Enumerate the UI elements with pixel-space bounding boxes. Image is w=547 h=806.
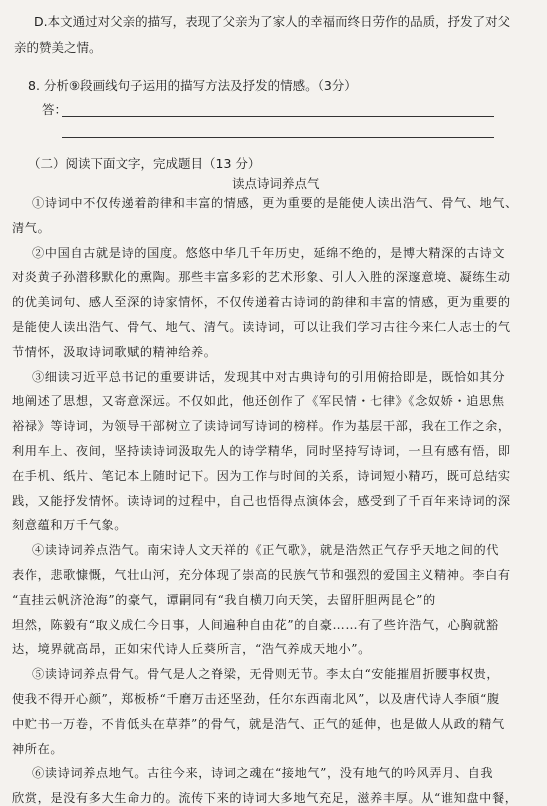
paragraph-3-line-1: ③细读习近平总书记的重要讲话，发现其中对古典诗句的引用俯拾即是，既恰如其分 — [32, 369, 506, 384]
paragraph-2-line-5: 节情怀，汲取诗词歌赋的精神给养。 — [12, 344, 217, 359]
paragraph-6-line-1: ⑥读诗词养点地气。古往今来，诗词之魂在“接地气”，没有地气的吟风弄月、自我 — [32, 766, 494, 781]
answer-line-1 — [62, 116, 494, 117]
paragraph-4-line-3: “直挂云帆济沧海”的豪气，谭嗣同有“我自横刀向天笑，去留肝胆两昆仑”的 — [12, 592, 436, 607]
paragraph-4-line-1: ④读诗词养点浩气。南宋诗人文天祥的《正气歌》，就是浩然正气存乎天地之间的代 — [32, 543, 500, 558]
question-8-prompt: 8. 分析⑨段画线句子运用的描写方法及抒发的情感。（3分） — [28, 78, 357, 93]
option-d-line-2: 亲的赞美之情。 — [14, 40, 102, 55]
paragraph-5-line-2: 使我不得开心颜”，郑板桥“千磨万击还坚劲，任尔东西南北风”，以及唐代诗人李頎“腹 — [12, 692, 500, 706]
paragraph-4-line-5: 达，境界就高昂，正如宋代诗人丘葵所言，“浩气养成天地小”。 — [12, 642, 371, 657]
paragraph-3-line-7: 刻意蕴和万千气象。 — [12, 518, 128, 533]
paragraph-2-line-3: 的优美词句、感人至深的诗家情怀，不仅传递着古诗词的韵律和丰富的情感，更为重要的 — [12, 295, 511, 310]
section-2-header: （二）阅读下面文字，完成题目（13 分） — [28, 156, 261, 171]
paragraph-5-line-3: 中贮书一万卷，不肯低头在草莽”的骨气，就是浩气、正气的延伸，也是做人从政的精气 — [12, 716, 505, 731]
paragraph-3-line-4: 利用车上、夜间，坚持读诗词汲取先人的诗学精华，同时坚持写诗词，一旦有感有悟，即 — [12, 444, 511, 458]
answer-label: 答： — [42, 102, 68, 117]
paragraph-2-line-1: ②中国自古就是诗的国度。悠悠中华几千年历史，延绵不绝的，是博大精深的古诗文 — [32, 245, 506, 260]
paragraph-4-line-4: 坦然，陈毅有“取义成仁今日事，人间遍种自由花”的自豪……有了些许浩气，心胸就豁 — [12, 617, 499, 632]
paragraph-3-line-5: 在手机、纸片、笔记本上随时记下。因为工作与时间的关系，诗词短小精巧，既可总结实 — [12, 468, 511, 483]
paragraph-4-line-2: 表作，悲歌慷慨，气壮山河，充分体现了崇高的民族气节和强烈的爱国主义精神。李白有 — [12, 568, 511, 582]
paragraph-3-line-3: 裕禄》等诗词，为领导干部树立了读诗词写诗词的榜样。作为基层干部，我在工作之余， — [12, 419, 511, 434]
paragraph-5-line-1: ⑤读诗词养点骨气。骨气是人之脊梁，无骨则无节。李太白“安能摧眉折腰事权贵， — [32, 667, 500, 682]
paragraph-5-line-4: 神所在。 — [12, 741, 64, 756]
paragraph-1-line-1: ①诗词中不仅传递着韵律和丰富的情感，更为重要的是能使人读出浩气、骨气、地气、 — [32, 196, 518, 210]
paragraph-2-line-2: 对炎黄子孙潜移默化的熏陶。那些丰富多彩的艺术形象、引人入胜的深邃意境、凝练生动 — [12, 270, 511, 285]
answer-line-2 — [62, 137, 494, 138]
option-d-line-1: D.本文通过对父亲的描写，表现了父亲为了家人的幸福而终日劳作的品质，抒发了对父 — [34, 14, 511, 29]
paragraph-2-line-4: 是能使人读出浩气、骨气、地气、清气。读诗词，可以让我们学习古往今来仁人志士的气 — [12, 320, 511, 334]
paragraph-3-line-2: 地阐述了思想，又寄意深远。不仅如此，他还创作了《军民情・七律》《念奴娇・追思焦 — [12, 394, 505, 409]
paragraph-1-line-2: 清气。 — [12, 220, 51, 235]
article-title: 读点诗词养点气 — [232, 176, 320, 191]
paragraph-6-line-2: 欣赏，是没有多大生命力的。流传下来的诗词大多地气充足，滋养丰厚。从“谁知盘中餐， — [12, 791, 518, 806]
paragraph-3-line-6: 践，又能抒发情怀。读诗词的过程中，自己也悟得点演体会，感受到了千百年来诗词的深 — [12, 493, 511, 508]
